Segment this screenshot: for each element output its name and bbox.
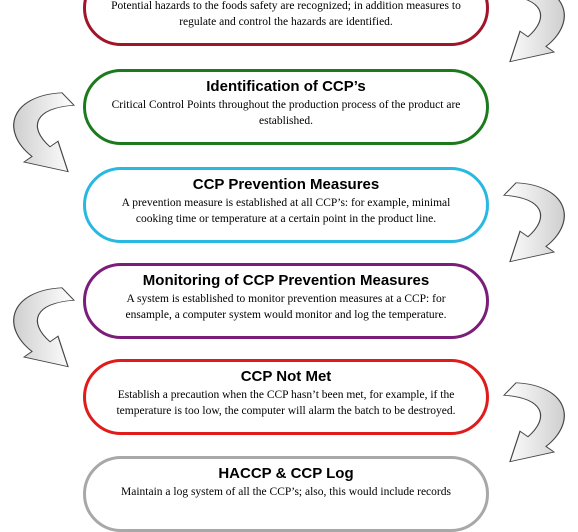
- step-title: HACCP & CCP Log: [218, 465, 354, 482]
- step-title: Monitoring of CCP Prevention Measures: [142, 272, 430, 289]
- step-title: CCP Prevention Measures: [192, 176, 380, 193]
- step-description: Critical Control Points throughout the production process of the product are established.: [111, 99, 461, 127]
- step-ccp-not-met: [83, 359, 489, 435]
- step-hazard-analysis: [83, 0, 489, 46]
- step-description: Establish a precaution when the CCP hasn’t been met, for example, if the temperature is too low, the computer will alarm the batch to be destroyed.: [116, 389, 456, 417]
- step-description: Maintain a log system of all the CCP’s; also, this would include records: [121, 486, 451, 498]
- step-description: A prevention measure is established at all CCP’s: for example, minimal cooking time or temperature at a certain point in the product line.: [121, 197, 451, 225]
- step-title: CCP Not Met: [240, 368, 332, 385]
- curved-arrow-left-icon: [0, 90, 80, 180]
- step-description: Potential hazards to the foods safety are recognized; in addition measures to regulate and control the hazards are identified.: [111, 0, 461, 28]
- curved-arrow-left-icon: [0, 285, 80, 375]
- step-monitoring-of-ccp-prevention-measures: [83, 263, 489, 339]
- step-identification-of-ccps: [83, 69, 489, 145]
- curved-arrow-right-icon: [498, 380, 578, 470]
- curved-arrow-right-icon: [498, 180, 578, 270]
- step-haccp-ccp-log: [83, 456, 489, 532]
- step-title: Identification of CCP’s: [206, 78, 366, 95]
- step-ccp-prevention-measures: [83, 167, 489, 243]
- curved-arrow-right-icon: [498, 0, 578, 70]
- step-description: A system is established to monitor prevention measures at a CCP: for ensample, a computer system would monitor and log the temperature.: [125, 293, 447, 321]
